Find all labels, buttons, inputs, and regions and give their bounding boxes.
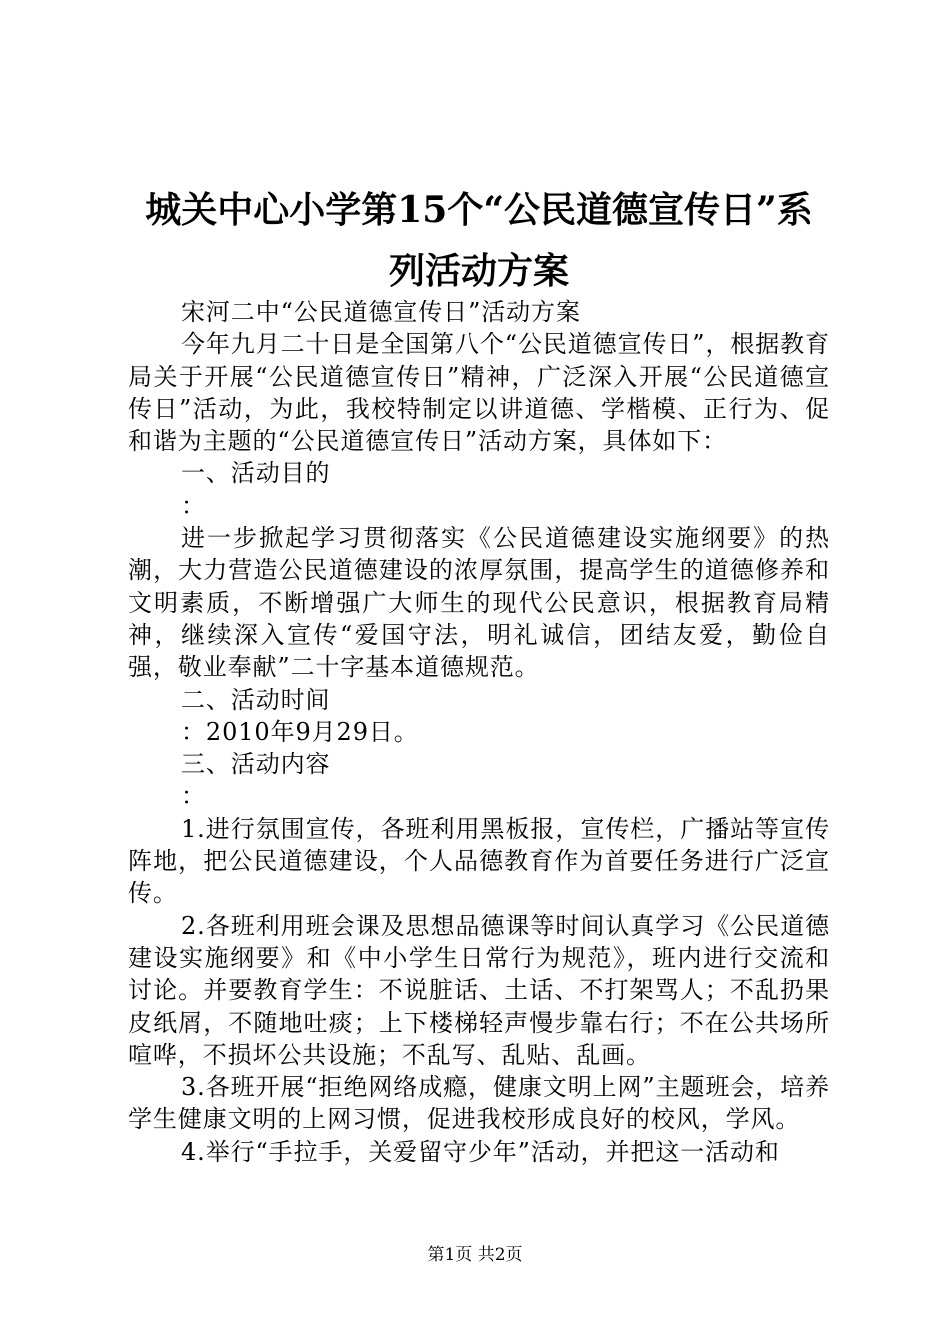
paragraph-time: ：2010年9月29日。 <box>181 717 419 746</box>
list-item-4: 4.举行“手拉手，关爱留守少年”活动，并把这一活动和 <box>181 1137 780 1166</box>
paragraph-intro: 今年九月二十日是全国第八个“公民道德宣传日”，根据教育局关于开展“公民道德宣传日”精神，广泛深入开展“公民道德宣传日”活动，为此，我校特制定以讲道德、学楷模、正行为、促和谐为主题的“公民道德宣传日”活动方案，具体如下： <box>128 330 830 456</box>
list-item-2: 2.各班利用班会课及思想品德课等时间认真学习《公民道德建设实施纲要》和《中小学生日常行为规范》，班内进行交流和讨论。并要教育学生：不说脏话、土话、不打架骂人；不乱扔果皮纸屑，不随地吐痰；上下楼梯轻声慢步靠右行；不在公共场所喧哗，不损坏公共设施；不乱写、乱贴、乱画。 <box>128 911 830 1069</box>
section-colon: ： <box>181 491 206 520</box>
list-item-1: 1.进行氛围宣传，各班利用黑板报，宣传栏，广播站等宣传阵地，把公民道德建设，个人品德教育作为首要任务进行广泛宣传。 <box>128 814 830 908</box>
section-heading-purpose: 一、活动目的 <box>181 459 331 488</box>
page-footer: 第1页 共2页 <box>427 1245 523 1265</box>
document-title-line-1: 城关中心小学第15个“公民道德宣传日”系 <box>145 189 813 231</box>
paragraph-subtitle: 宋河二中“公民道德宣传日”活动方案 <box>181 298 581 326</box>
document-title-line-2: 列活动方案 <box>388 250 569 292</box>
document-body <box>128 296 830 1168</box>
section-heading-time: 二、活动时间 <box>181 685 331 714</box>
paragraph-purpose: 进一步掀起学习贯彻落实《公民道德建设实施纲要》的热潮，大力营造公民道德建设的浓厚氛围，提高学生的道德修养和文明素质，不断增强广大师生的现代公民意识，根据教育局精神，继续深入宣传“爱国守法，明礼诚信，团结友爱，勤俭自强，敬业奉献”二十字基本道德规范。 <box>128 524 830 682</box>
list-item-3: 3.各班开展“拒绝网络成瘾，健康文明上网”主题班会，培养学生健康文明的上网习惯，促进我校形成良好的校风，学风。 <box>128 1073 830 1134</box>
section-heading-content: 三、活动内容 <box>181 750 331 779</box>
section-colon: ： <box>181 782 206 811</box>
